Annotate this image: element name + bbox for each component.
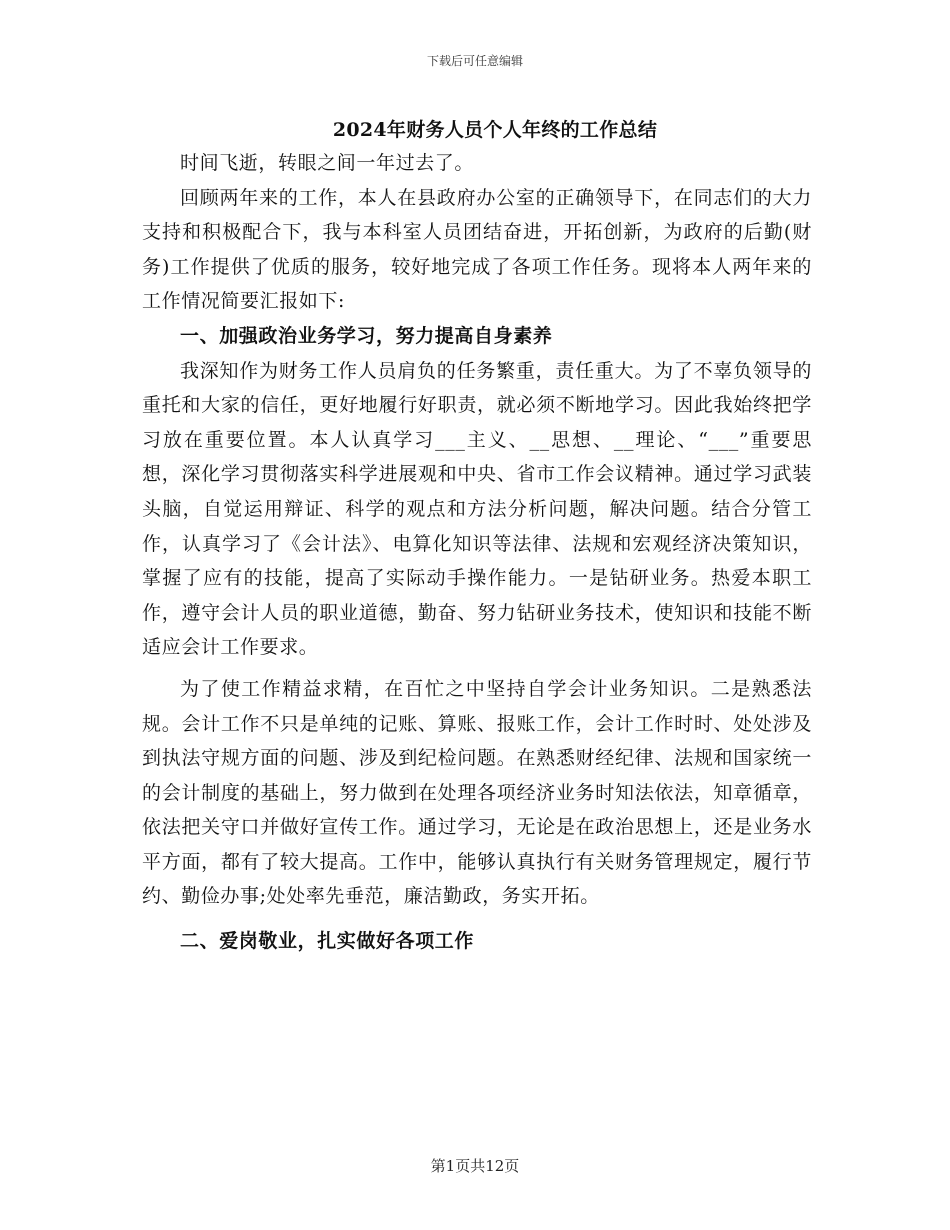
section-heading-2: 二、爱岗敬业，扎实做好各项工作 — [180, 930, 475, 953]
document-body — [142, 146, 812, 959]
paragraph-review: 回顾两年来的工作，本人在县政府办公室的正确领导下，在同志们的大力支持和积极配合下，我与本科室人员团结奋进，开拓创新，为政府的后勤(财务)工作提供了优质的服务，较好地完成了各项工作任务。现将本人两年来的工作情况简要汇报如下: — [142, 186, 812, 313]
document-title: 2024年财务人员个人年终的工作总结 — [332, 119, 658, 141]
paragraph-regulations: 为了使工作精益求精，在百忙之中坚持自学会计业务知识。二是熟悉法规。会计工作不只是单纯的记账、算账、报账工作，会计工作时时、处处涉及到执法守规方面的问题、涉及到纪检问题。在熟悉财经纪律、法规和国家统一的会计制度的基础上，努力做到在处理各项经济业务时知法依法，知章循章，依法把关守口并做好宣传工作。通过学习，无论是在政治思想上，还是业务水平方面，都有了较大提高。工作中，能够认真执行有关财务管理规定，履行节约、勤俭办事;处处率先垂范，廉洁勤政，务实开拓。 — [142, 677, 812, 908]
paragraph-study: 我深知作为财务工作人员肩负的任务繁重，责任重大。为了不辜负领导的重托和大家的信任，更好地履行好职责，就必须不断地学习。因此我始终把学习放在重要位置。本人认真学习___主义、__思想、__理论、“___”重要思想，深化学习贯彻落实科学进展观和中央、省市工作会议精神。通过学习武装头脑，自觉运用辩证、科学的观点和方法分析问题，解决问题。结合分管工作，认真学习了《会计法》、电算化知识等法律、法规和宏观经济决策知识，掌握了应有的技能，提高了实际动手操作能力。一是钻研业务。热爱本职工作，遵守会计人员的职业道德，勤奋、努力钻研业务技术，使知识和技能不断适应会计工作要求。 — [142, 359, 812, 659]
section-heading-1: 一、加强政治业务学习，努力提高自身素养 — [180, 324, 553, 347]
page-header-note: 下载后可任意编辑 — [426, 54, 523, 68]
paragraph-intro: 时间飞逝，转眼之间一年过去了。 — [180, 152, 475, 174]
page-number: 第1页共12页 — [430, 1157, 520, 1175]
